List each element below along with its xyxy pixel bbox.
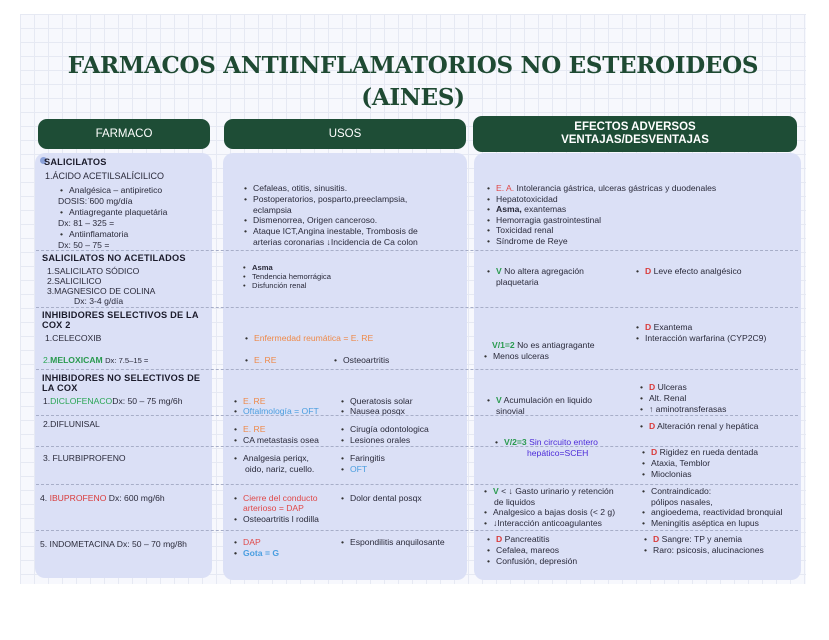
uso-line: • Osteoartritis l rodilla <box>234 514 319 525</box>
drug-diflunisal: 2.DIFLUNISAL <box>43 419 100 429</box>
uso-line: • Ataque ICT,Angina inestable, Trombosis de <box>244 226 418 237</box>
uso-line: • Queratosis solar <box>341 396 413 407</box>
uso-line: • Analgesia periqx, <box>234 453 309 464</box>
dose: Dx: 600 mg/6h <box>108 493 165 503</box>
drug-salicilato-sodico: 1.SALICILATO SÓDICO <box>47 266 140 276</box>
dose: Dx: 7.5–15 = <box>105 356 149 365</box>
header-usos: USOS <box>224 119 466 149</box>
ventaja-line: • Menos ulceras <box>484 351 549 362</box>
drug-salicilico: 2.SALICILICO <box>47 276 102 286</box>
section-cox2-l2: COX 2 <box>42 320 71 330</box>
drug-num: 1. <box>43 396 51 406</box>
ventaja-text: Acumulación en liquido <box>503 395 593 405</box>
efecto-line: • Hemorragia gastrointestinal <box>487 215 601 226</box>
ventaja-line <box>484 486 614 497</box>
v-label: V <box>493 486 499 496</box>
drug-ibuprofeno <box>40 493 165 504</box>
header-farmaco: FARMACO <box>38 119 210 149</box>
drug-num: 4. <box>40 493 48 503</box>
uso-line: • Faringitis <box>341 453 385 464</box>
uso-line: • Enfermedad reumática = E. RE <box>245 333 373 344</box>
section-no-selectivos: INHIBIDORES NO SELECTIVOS DE <box>42 373 201 383</box>
uso-line: • Disfunción renal <box>243 281 306 292</box>
drug-name: 5. INDOMETACINA <box>40 539 115 549</box>
desventaja-line <box>636 322 692 333</box>
uso-line: • Dismenorrea, Origen canceroso. <box>244 215 377 226</box>
uso-line: • E. RE <box>245 355 276 366</box>
row-separator <box>36 415 798 416</box>
drug-meloxicam <box>43 355 148 367</box>
dose: Dx: 50 – 75 mg/6h <box>112 396 183 406</box>
ventaja-text: < ↓ Gasto urinario y retención <box>501 486 614 496</box>
dose: Dx: 50 – 70 mg/8h <box>116 539 187 549</box>
ventaja-line: plaquetaria <box>496 277 539 287</box>
drug-name: MELOXICAM <box>50 355 103 365</box>
drug-diclofenaco <box>43 396 182 407</box>
uso-line: • Oftalmología = OFT <box>234 406 319 417</box>
desventaja-line: pólipos nasales, <box>651 497 713 507</box>
section-salicilatos: SALICILATOS <box>44 157 107 167</box>
v-label: V <box>496 266 502 276</box>
desventaja-line: • angioedema, reactividad bronquial <box>642 507 782 518</box>
row-separator <box>36 369 798 370</box>
uso-line: oido, nariz, cuello. <box>245 464 315 474</box>
uso-line: arterias coronarias ↓Incidencia de Ca colon <box>253 237 418 247</box>
efecto-line: • Toxicidad renal <box>487 225 553 236</box>
d-label: D <box>653 534 660 544</box>
efecto-line: • Síndrome de Reye <box>487 236 568 247</box>
v-label: V/2=3 <box>504 437 527 447</box>
efecto-text: exantemas <box>521 204 567 214</box>
desventaja-line: • Interacción warfarina (CYP2C9) <box>636 333 766 344</box>
ventaja-line: sinovial <box>496 406 525 416</box>
aas-line: • Analgésica – antipiretico <box>60 185 162 196</box>
ventaja-text: Sin circuito entero <box>526 437 598 447</box>
desventaja-line <box>487 534 550 545</box>
drug-celecoxib: 1.CELECOXIB <box>45 333 102 343</box>
ventaja-line: • Analgesico a bajas dosis (< 2 g) <box>484 507 615 518</box>
desventaja-line: • Cefalea, mareos <box>487 545 559 556</box>
desventaja-line: • Raro: psicosis, alucinaciones <box>644 545 764 556</box>
d-label: D <box>651 447 658 457</box>
ventaja-line: de liquidos <box>494 497 536 507</box>
desventaja-line: • Ataxia, Temblor <box>642 458 710 469</box>
uso-line: • OFT <box>341 464 367 475</box>
desventaja-line <box>642 447 758 458</box>
header-efectos-line2: VENTAJAS/DESVENTAJAS <box>561 134 709 146</box>
page-subtitle: (AINES) <box>361 84 465 111</box>
desventaja-text: Exantema <box>653 322 693 332</box>
aas-line: Dx: 50 – 75 = <box>58 240 110 250</box>
uso-line: • E. RE <box>234 424 265 435</box>
page-title: FARMACOS ANTIINFLAMATORIOS NO ESTEROIDEOS <box>67 52 759 79</box>
d-label: D <box>649 421 656 431</box>
drug-aas: 1.ÁCIDO ACETILSALÍCILICO <box>45 171 165 181</box>
desventaja-line: • Mioclonias <box>642 469 692 480</box>
desventaja-line: • Alt. Renal <box>640 393 686 404</box>
ventaja-text: No altera agregación <box>504 266 584 276</box>
ventaja-line <box>487 266 584 277</box>
desventaja-line <box>640 421 758 432</box>
uso-line: arterioso = DAP <box>243 503 304 513</box>
section-cox2: INHIBIDORES SELECTIVOS DE LA <box>42 310 199 320</box>
d-label: D <box>645 266 652 276</box>
drug-name: IBUPROFENO <box>49 493 107 503</box>
drug-flurbiprofeno: 3. FLURBIPROFENO <box>43 453 126 463</box>
drug-num: 2. <box>43 355 51 365</box>
desventaja-line <box>640 382 687 393</box>
desventaja-line: • ↑ aminotransferasas <box>640 404 726 415</box>
uso-line: • Cierre del conducto <box>234 493 318 504</box>
desventaja-text: Alteración renal y hepática <box>657 421 759 431</box>
uso-line: eclampsia <box>253 205 292 215</box>
efecto-line: • Hepatotoxicidad <box>487 194 558 205</box>
aas-line: • Antiinflamatoria <box>60 229 128 240</box>
uso-line: • Lesiones orales <box>341 435 410 446</box>
desventaja-text: Sangre: TP y anemia <box>661 534 743 544</box>
d-label: D <box>649 382 656 392</box>
v-label: V <box>496 395 502 405</box>
uso-line: • Nausea posqx <box>341 406 405 417</box>
section-no-acetilados: SALICILATOS NO ACETILADOS <box>42 253 186 263</box>
row-separator <box>36 250 798 251</box>
desventaja-text: Pancreatitis <box>504 534 550 544</box>
header-efectos-line1: EFECTOS ADVERSOS <box>574 121 696 133</box>
drug-indometacina <box>40 539 187 550</box>
drug-name: DICLOFENACO <box>50 396 113 406</box>
desventaja-text: Leve efecto analgésico <box>653 266 742 276</box>
uso-line: • E. RE <box>234 396 265 407</box>
uso-line: • Espondilitis anquilosante <box>341 537 445 548</box>
d-label: D <box>496 534 503 544</box>
ventaja-line <box>495 437 598 448</box>
uso-line: • Cirugía odontologica <box>341 424 429 435</box>
section-no-selectivos-l2: LA COX <box>42 383 78 393</box>
aas-line: Dx: 81 – 325 = <box>58 218 115 228</box>
ventaja-line <box>487 395 592 406</box>
desventaja-line: • Contraindicado: <box>642 486 711 497</box>
desventaja-line <box>644 534 742 545</box>
ea-label: E. A. <box>496 183 515 193</box>
drug-magnesico: 3.MAGNESICO DE COLINA <box>47 286 156 296</box>
uso-line: • Asma <box>243 263 273 274</box>
desventaja-line <box>636 266 742 277</box>
desventaja-line: • Meningitis aséptica en lupus <box>642 518 759 529</box>
uso-line: • Osteoartritis <box>334 355 389 366</box>
header-efectos <box>473 116 797 152</box>
desventaja-text: Ulceras <box>657 382 687 392</box>
efecto-text: Intolerancia gástrica, ulceras gástricas y duodenales <box>516 183 717 193</box>
uso-line: • DAP <box>234 537 261 548</box>
dose: Dx: 3-4 g/día <box>74 296 124 306</box>
uso-line: • Postoperatorios, posparto,preeclampsia, <box>244 194 407 205</box>
row-separator <box>36 530 798 531</box>
v-label: V/1=2 <box>492 340 515 350</box>
uso-line: • Cefaleas, otitis, sinusitis. <box>244 183 347 194</box>
d-label: D <box>645 322 652 332</box>
uso-line: • Dolor dental posqx <box>341 493 422 504</box>
efecto-line <box>487 204 566 215</box>
uso-line: • CA metastasis osea <box>234 435 319 446</box>
row-separator <box>36 484 798 485</box>
row-separator <box>36 307 798 308</box>
desventaja-text: Rigidez en rueda dentada <box>659 447 759 457</box>
efecto-line <box>487 183 716 194</box>
aas-line: DOSIS: ̈600 mg/día <box>58 196 133 206</box>
ventaja-line <box>492 340 595 351</box>
uso-line: • Gota = G <box>234 548 279 559</box>
efecto-bold: Asma, <box>496 204 522 214</box>
aas-line: • Antiagregante plaquetária <box>60 207 167 218</box>
desventaja-line: • Confusión, depresión <box>487 556 577 567</box>
ventaja-line: • ↓Interacción anticoagulantes <box>484 518 602 529</box>
ventaja-line: hepático=SCEH <box>527 448 589 458</box>
ventaja-text: No es antiagragante <box>514 340 595 350</box>
uso-line: • Tendencia hemorrágica <box>243 272 331 283</box>
